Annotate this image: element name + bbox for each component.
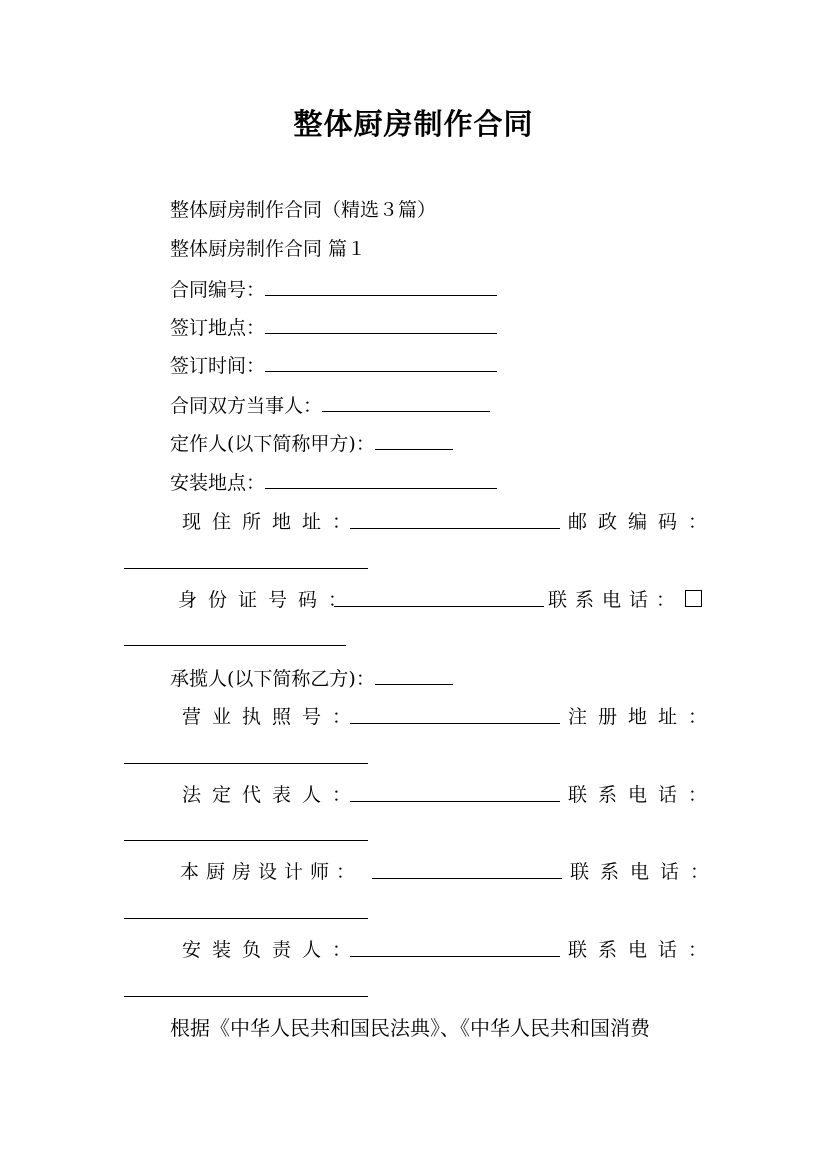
parties-blank[interactable] bbox=[322, 393, 490, 412]
contract-no-row bbox=[170, 277, 497, 302]
document-title: 整体厨房制作合同 bbox=[293, 107, 534, 141]
install-place-label: 安装地点： bbox=[170, 472, 266, 494]
legal-rep-blank[interactable] bbox=[350, 801, 560, 802]
parties-row bbox=[170, 393, 490, 418]
sign-time-row bbox=[170, 353, 497, 378]
contract-no-blank[interactable] bbox=[265, 277, 497, 296]
installer-phone-label: 联系电话： bbox=[568, 939, 719, 961]
current-address-blank[interactable] bbox=[350, 528, 560, 529]
designer-blank[interactable] bbox=[372, 878, 562, 879]
party-b-label: 承揽人(以下简称乙方)： bbox=[170, 668, 375, 690]
subtitle: 整体厨房制作合同（精选３篇） bbox=[170, 199, 437, 221]
designer-phone-blank[interactable] bbox=[124, 918, 368, 919]
installer-phone-blank[interactable] bbox=[124, 996, 368, 997]
installer-blank[interactable] bbox=[350, 956, 560, 957]
legal-rep-phone-blank[interactable] bbox=[124, 840, 368, 841]
phone-a-blank[interactable] bbox=[124, 645, 346, 646]
installer-label: 安装负责人： bbox=[182, 939, 363, 961]
phone-a-row bbox=[548, 588, 702, 612]
business-license-blank[interactable] bbox=[350, 723, 560, 724]
install-place-row bbox=[170, 470, 497, 495]
checkbox-icon[interactable] bbox=[685, 590, 702, 607]
designer-phone-label: 联系电话： bbox=[570, 861, 721, 883]
current-address-label: 现住所地址： bbox=[182, 511, 363, 533]
closing-paragraph: 根据《中华人民共和国民法典》、《中华人民共和国消费 bbox=[170, 1016, 650, 1040]
party-b-row bbox=[170, 666, 453, 691]
business-license-label: 营业执照号： bbox=[182, 706, 363, 728]
legal-rep-phone-label: 联系电话： bbox=[568, 784, 719, 806]
registered-address-blank[interactable] bbox=[124, 763, 368, 764]
postal-code-label: 邮政编码： bbox=[568, 511, 719, 533]
party-a-label: 定作人(以下简称甲方)： bbox=[170, 433, 375, 455]
parties-label: 合同双方当事人： bbox=[170, 395, 323, 417]
phone-a-label: 联系电话： bbox=[548, 589, 684, 611]
sign-time-label: 签订时间： bbox=[170, 355, 266, 377]
contract-no-label: 合同编号： bbox=[170, 279, 266, 301]
sign-place-row bbox=[170, 315, 497, 340]
party-b-blank[interactable] bbox=[375, 666, 453, 685]
registered-address-label: 注册地址： bbox=[568, 706, 719, 728]
sign-time-blank[interactable] bbox=[265, 353, 497, 372]
part-heading: 整体厨房制作合同 篇１ bbox=[170, 238, 367, 260]
legal-rep-label: 法定代表人： bbox=[182, 784, 363, 806]
install-place-blank[interactable] bbox=[265, 470, 497, 489]
party-a-blank[interactable] bbox=[375, 431, 453, 450]
sign-place-blank[interactable] bbox=[265, 315, 497, 334]
sign-place-label: 签订地点： bbox=[170, 317, 266, 339]
id-number-blank[interactable] bbox=[334, 606, 544, 607]
party-a-row bbox=[170, 431, 453, 456]
id-number-label: 身份证号码： bbox=[178, 589, 359, 611]
designer-label: 本厨房设计师： bbox=[180, 861, 363, 883]
postal-code-blank[interactable] bbox=[124, 568, 368, 569]
